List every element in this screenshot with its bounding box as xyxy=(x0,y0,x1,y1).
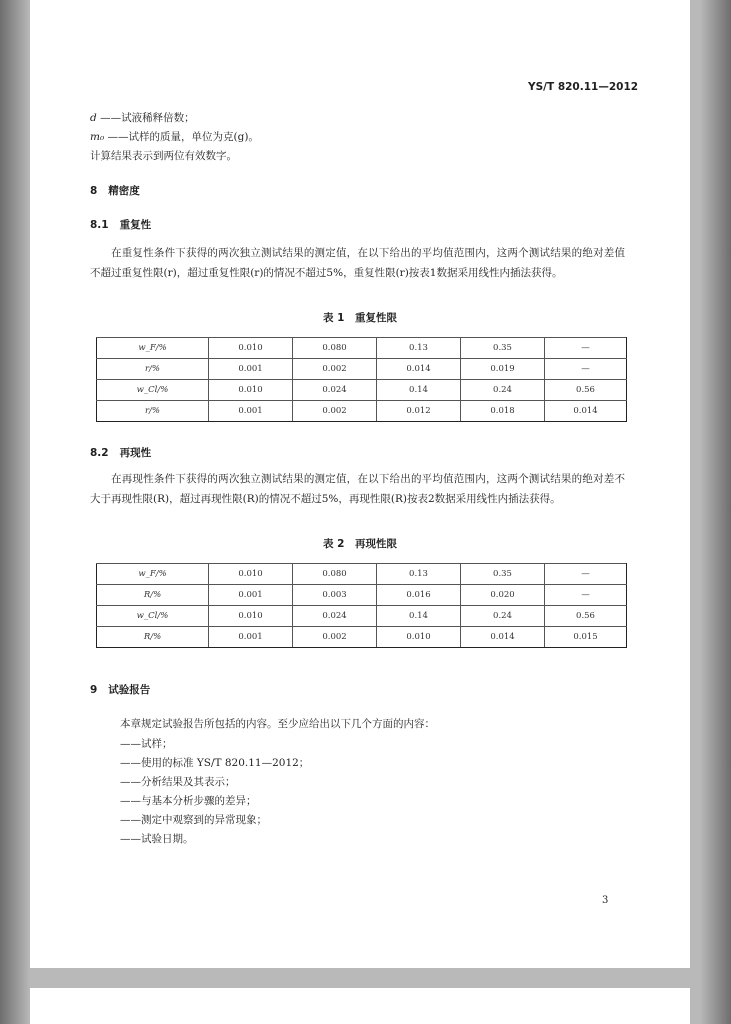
section-title: 重复性 xyxy=(119,219,152,231)
variable-m0 xyxy=(90,130,259,144)
variable-d xyxy=(90,111,195,125)
table-cell: 0.56 xyxy=(545,606,627,627)
section-title: 精密度 xyxy=(108,185,140,197)
table-cell: — xyxy=(545,338,627,359)
table-cell: 0.14 xyxy=(377,606,461,627)
section-8-1-heading xyxy=(90,218,151,232)
section-title: 试验报告 xyxy=(108,684,151,696)
section-number: 8.2 xyxy=(90,447,109,459)
table-2 xyxy=(96,563,627,648)
report-item: ——试验日期。 xyxy=(120,833,194,845)
table-1-caption: 表 1 重复性限 xyxy=(323,312,397,324)
table-cell: 0.010 xyxy=(209,380,293,401)
table-cell: — xyxy=(545,359,627,380)
table-1 xyxy=(96,337,627,422)
table-cell: 0.001 xyxy=(209,401,293,422)
document-page xyxy=(30,0,690,968)
table-cell: 0.14 xyxy=(377,380,461,401)
table-cell: 0.014 xyxy=(461,627,545,648)
report-item: ——测定中观察到的异常现象； xyxy=(120,814,267,826)
section-number: 8 xyxy=(90,185,98,197)
variable-symbol: d xyxy=(90,112,97,124)
row-label-cell: R/% xyxy=(97,585,209,606)
section-8-2-paragraph: 在再现性条件下获得的两次独立测试结果的测定值，在以下给出的平均值范围内，这两个测试结果的绝对差不大于再现性限(R)，超过再现性限(R)的情况不超过5%，再现性限(R)按表2数据采用线性内插法获得。 xyxy=(90,473,625,505)
table-row xyxy=(97,359,627,380)
report-item: ——分析结果及其表示； xyxy=(120,776,236,788)
next-page-edge xyxy=(30,988,690,1024)
table-cell: — xyxy=(545,585,627,606)
table-row xyxy=(97,606,627,627)
table-cell: 0.001 xyxy=(209,627,293,648)
table-cell: — xyxy=(545,564,627,585)
page-number: 3 xyxy=(602,895,609,906)
row-label-cell: w_F/% xyxy=(97,338,209,359)
variable-desc: ——试液稀释倍数； xyxy=(96,112,195,124)
table-cell: 0.002 xyxy=(293,359,377,380)
table-cell: 0.002 xyxy=(293,627,377,648)
section-8-1-paragraph: 在重复性条件下获得的两次独立测试结果的测定值，在以下给出的平均值范围内，这两个测试结果的绝对差值不超过重复性限(r)，超过重复性限(r)的情况不超过5%，重复性限(r)按表1数据采用线性内插法获得。 xyxy=(90,247,625,279)
table-cell: 0.001 xyxy=(209,585,293,606)
table-cell: 0.024 xyxy=(293,380,377,401)
table-cell: 0.016 xyxy=(377,585,461,606)
table-cell: 0.24 xyxy=(461,380,545,401)
variable-desc: ——试样的质量，单位为克(g)。 xyxy=(104,131,259,143)
table-cell: 0.015 xyxy=(545,627,627,648)
table-cell: 0.019 xyxy=(461,359,545,380)
table-row xyxy=(97,585,627,606)
table-cell: 0.012 xyxy=(377,401,461,422)
report-item: ——使用的标准 YS/T 820.11—2012； xyxy=(120,757,310,769)
row-label-cell: w_F/% xyxy=(97,564,209,585)
table-cell: 0.35 xyxy=(461,338,545,359)
row-label-cell: R/% xyxy=(97,627,209,648)
table-cell: 0.13 xyxy=(377,564,461,585)
report-item: ——与基本分析步骤的差异； xyxy=(120,795,257,807)
table-row xyxy=(97,338,627,359)
row-label-cell: w_Cl/% xyxy=(97,606,209,627)
table-cell: 0.010 xyxy=(209,564,293,585)
table-row xyxy=(97,564,627,585)
section-8-2-heading xyxy=(90,446,151,460)
table-cell: 0.018 xyxy=(461,401,545,422)
table-2-caption: 表 2 再现性限 xyxy=(323,538,397,550)
table-cell: 0.001 xyxy=(209,359,293,380)
table-cell: 0.010 xyxy=(209,338,293,359)
variable-symbol: m₀ xyxy=(90,131,105,143)
table-cell: 0.35 xyxy=(461,564,545,585)
table-cell: 0.080 xyxy=(293,338,377,359)
section-9-intro: 本章规定试验报告所包括的内容。至少应给出以下几个方面的内容： xyxy=(120,718,435,730)
section-number: 8.1 xyxy=(90,219,109,231)
table-cell: 0.024 xyxy=(293,606,377,627)
table-cell: 0.010 xyxy=(209,606,293,627)
row-label-cell: r/% xyxy=(97,359,209,380)
table-cell: 0.020 xyxy=(461,585,545,606)
table-cell: 0.002 xyxy=(293,401,377,422)
table-cell: 0.014 xyxy=(545,401,627,422)
standard-code: YS/T 820.11—2012 xyxy=(528,81,639,93)
table-cell: 0.56 xyxy=(545,380,627,401)
table-cell: 0.003 xyxy=(293,585,377,606)
section-number: 9 xyxy=(90,684,98,696)
table-cell: 0.014 xyxy=(377,359,461,380)
table-row xyxy=(97,401,627,422)
table-cell: 0.13 xyxy=(377,338,461,359)
table-cell: 0.080 xyxy=(293,564,377,585)
report-item: ——试样； xyxy=(120,738,173,750)
section-8-heading xyxy=(90,184,140,198)
row-label-cell: w_Cl/% xyxy=(97,380,209,401)
table-cell: 0.010 xyxy=(377,627,461,648)
table-row xyxy=(97,627,627,648)
section-title: 再现性 xyxy=(119,447,152,459)
table-cell: 0.24 xyxy=(461,606,545,627)
row-label-cell: r/% xyxy=(97,401,209,422)
calc-note: 计算结果表示到两位有效数字。 xyxy=(90,150,237,162)
table-row xyxy=(97,380,627,401)
section-9-heading xyxy=(90,683,150,697)
